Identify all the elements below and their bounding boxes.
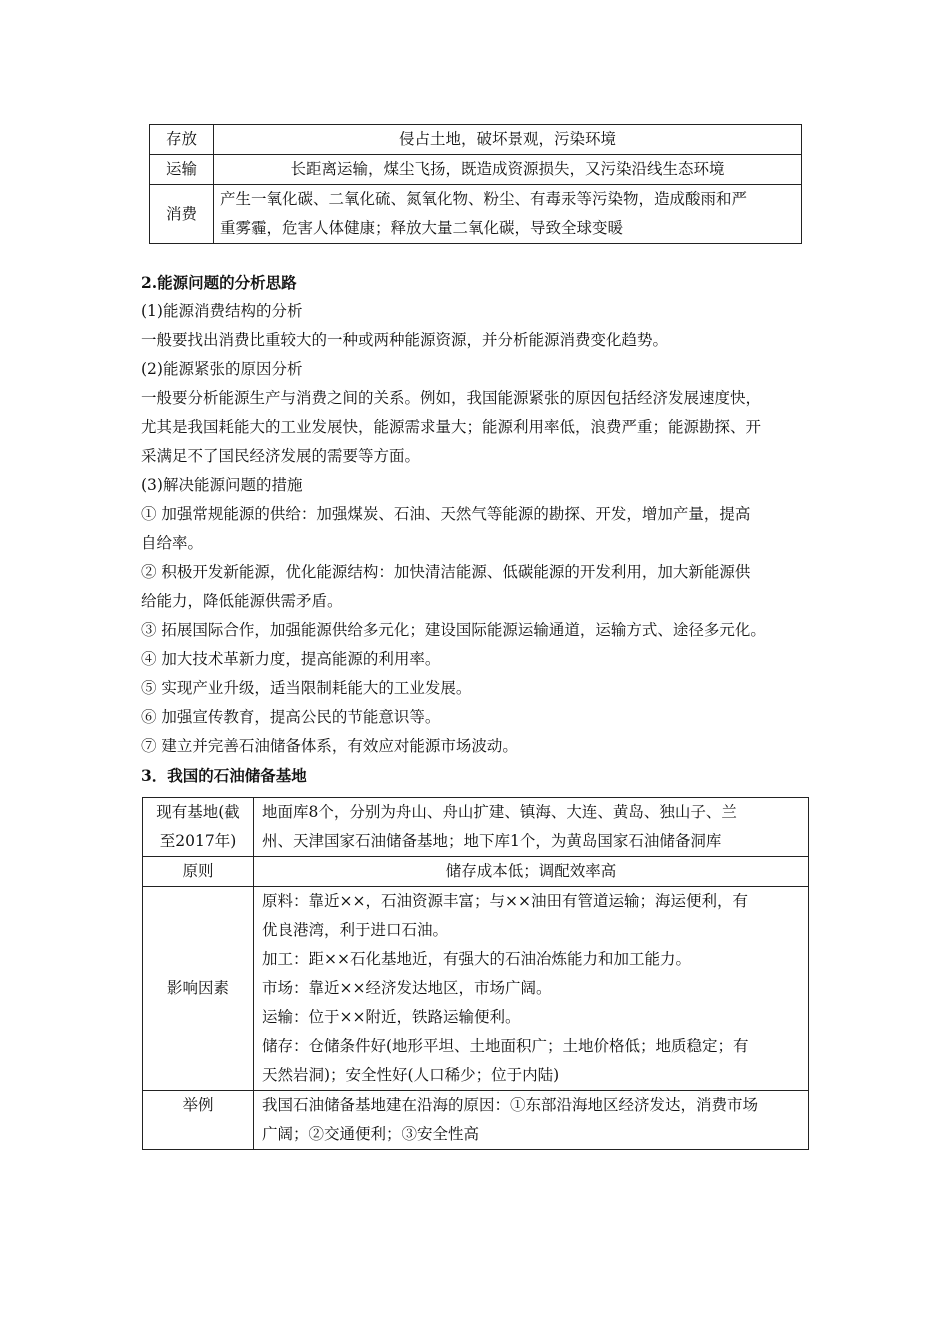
cell-line: 运输：位于××附近，铁路运输便利。 bbox=[262, 1008, 521, 1026]
table-row bbox=[143, 798, 809, 857]
cell-line: 重雾霾，危害人体健康；释放大量二氧化碳，导致全球变暖 bbox=[220, 219, 624, 237]
row-label: 消费 bbox=[150, 185, 214, 244]
cell-line: 广阔；②交通便利；③安全性高 bbox=[262, 1125, 480, 1143]
paragraph: 一般要找出消费比重较大的一种或两种能源资源，并分析能源消费变化趋势。 bbox=[141, 331, 669, 349]
subheading: (3)解决能源问题的措施 bbox=[141, 476, 303, 494]
cell-line: 州、天津国家石油储备基地；地下库1个，为黄岛国家石油储备洞库 bbox=[262, 832, 722, 850]
section-heading: 2.能源问题的分析思路 bbox=[141, 273, 297, 292]
cell-line: 地面库8个，分别为舟山、舟山扩建、镇海、大连、黄岛、独山子、兰 bbox=[262, 803, 737, 821]
cell-line: 至2017年) bbox=[159, 832, 237, 850]
coal-pollution-table bbox=[149, 124, 802, 244]
cell-line: 天然岩洞)；安全性好(人口稀少；位于内陆) bbox=[262, 1066, 560, 1084]
measure-line: ⑦ 建立并完善石油储备体系，有效应对能源市场波动。 bbox=[141, 737, 518, 755]
row-content: 储存成本低；调配效率高 bbox=[254, 857, 809, 887]
row-content: 长距离运输，煤尘飞扬，既造成资源损失，又污染沿线生态环境 bbox=[214, 155, 802, 185]
measure-line: ④ 加大技术革新力度，提高能源的利用率。 bbox=[141, 650, 441, 668]
row-label: 影响因素 bbox=[143, 887, 254, 1091]
measure-line: 给能力，降低能源供需矛盾。 bbox=[141, 592, 343, 610]
table-row bbox=[143, 857, 809, 887]
paragraph-line: 采满足不了国民经济发展的需要等方面。 bbox=[141, 447, 421, 465]
cell-line: 加工：距××石化基地近，有强大的石油冶炼能力和加工能力。 bbox=[262, 950, 691, 968]
cell-line: 原料：靠近××，石油资源丰富；与××油田有管道运输；海运便利，有 bbox=[262, 892, 748, 910]
measure-line: ⑤ 实现产业升级，适当限制耗能大的工业发展。 bbox=[141, 679, 472, 697]
oil-reserve-table bbox=[142, 797, 809, 1150]
row-label: 存放 bbox=[150, 125, 214, 155]
section-energy-analysis bbox=[141, 268, 813, 790]
row-content bbox=[214, 185, 802, 244]
section-heading: 3．我国的石油储备基地 bbox=[141, 766, 307, 785]
table-row bbox=[143, 1091, 809, 1150]
row-content bbox=[254, 887, 809, 1091]
row-label bbox=[143, 798, 254, 857]
table-row bbox=[150, 185, 802, 244]
subheading: (1)能源消费结构的分析 bbox=[141, 302, 303, 320]
paragraph-line: 尤其是我国耗能大的工业发展快，能源需求量大；能源利用率低，浪费严重；能源勘探、开 bbox=[141, 418, 762, 436]
cell-line: 优良港湾，利于进口石油。 bbox=[262, 921, 449, 939]
table-row bbox=[143, 887, 809, 1091]
row-label: 运输 bbox=[150, 155, 214, 185]
measure-line: ① 加强常规能源的供给：加强煤炭、石油、天然气等能源的勘探、开发，增加产量，提高 bbox=[141, 505, 751, 523]
table-row bbox=[150, 125, 802, 155]
cell-line: 储存：仓储条件好(地形平坦、土地面积广；土地价格低；地质稳定；有 bbox=[262, 1037, 749, 1055]
measure-line: 自给率。 bbox=[141, 534, 204, 552]
cell-line: 我国石油储备基地建在沿海的原因：①东部沿海地区经济发达，消费市场 bbox=[262, 1096, 759, 1114]
cell-line: 产生一氧化碳、二氧化硫、氮氧化物、粉尘、有毒汞等污染物，造成酸雨和严 bbox=[220, 190, 748, 208]
row-content bbox=[254, 798, 809, 857]
row-content: 侵占土地，破坏景观，污染环境 bbox=[214, 125, 802, 155]
measure-line: ③ 拓展国际合作，加强能源供给多元化；建设国际能源运输通道，运输方式、途径多元化。 bbox=[141, 621, 766, 639]
subheading: (2)能源紧张的原因分析 bbox=[141, 360, 303, 378]
table-row bbox=[150, 155, 802, 185]
row-label: 举例 bbox=[143, 1091, 254, 1150]
measure-line: ② 积极开发新能源，优化能源结构：加快清洁能源、低碳能源的开发利用，加大新能源供 bbox=[141, 563, 751, 581]
row-content bbox=[254, 1091, 809, 1150]
measure-line: ⑥ 加强宣传教育，提高公民的节能意识等。 bbox=[141, 708, 441, 726]
row-label: 原则 bbox=[143, 857, 254, 887]
cell-line: 现有基地(截 bbox=[156, 803, 240, 821]
paragraph-line: 一般要分析能源生产与消费之间的关系。例如，我国能源紧张的原因包括经济发展速度快， bbox=[141, 389, 762, 407]
cell-line: 市场：靠近××经济发达地区，市场广阔。 bbox=[262, 979, 552, 997]
